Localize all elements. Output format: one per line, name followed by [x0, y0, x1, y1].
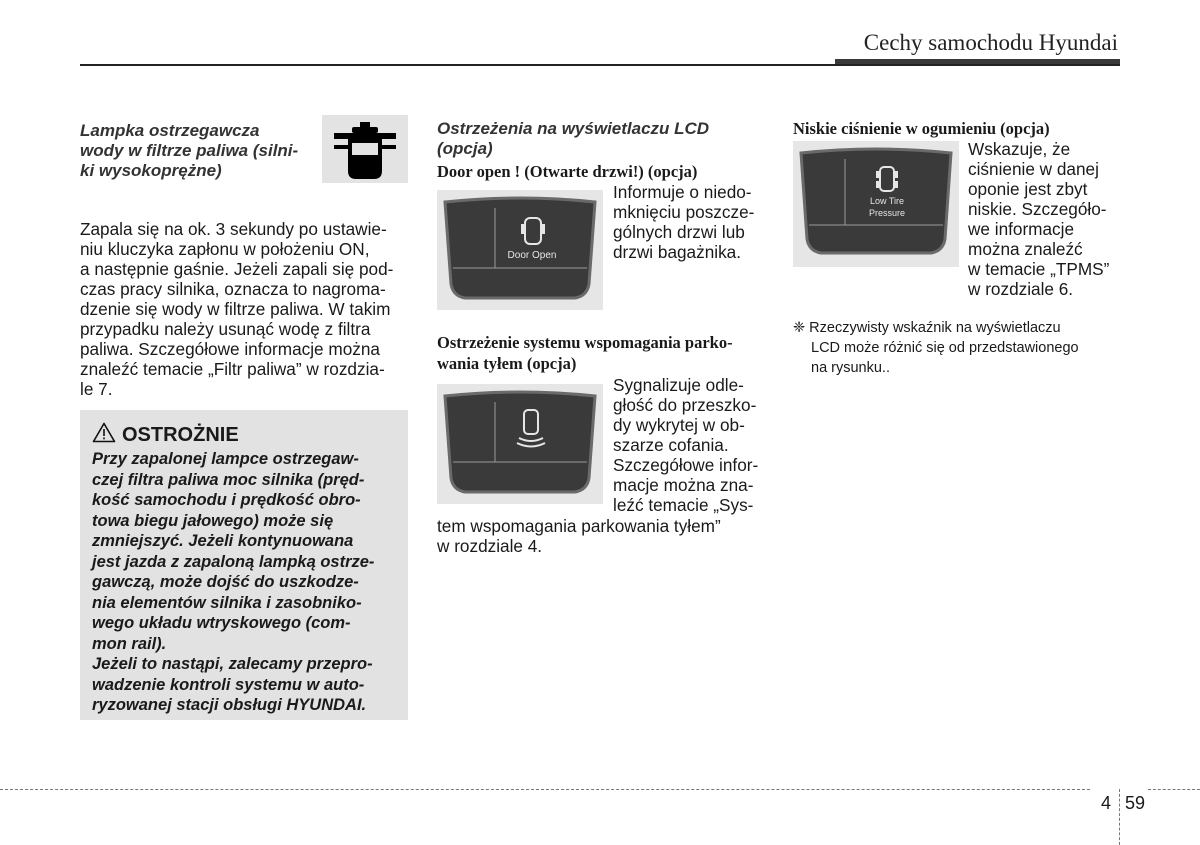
tpms-heading: Niskie ciśnienie w ogumieniu (opcja)	[793, 119, 1050, 138]
tpms-description: Wskazuje, że ciśnienie w danej oponie jest zbyt niskie. Szczegóło- we informacje można znaleźć w temacie „TPMS” w rozdziale 6.	[968, 139, 1110, 299]
lcd-disclaimer-note: ❈ Rzeczywisty wskaźnik na wyświetlaczu LCD może różnić się od przedstawionego na rysunku..	[793, 320, 1079, 376]
caution-text: Przy zapalonej lampce ostrzegaw- czej filtra paliwa moc silnika (pręd- kość samochodu i prędkość obro- towa biegu jałowego) może się zmniejszyć. Jeżeli kontynuowana jest jazda z zapaloną lampką ostrze- gawczą, może dojść do uszkodze- nia elementów silnika i zasobniko- wego układu wtryskowego (com- mon rail). Jeżeli to nastąpi, zalecamy przepro- wadzenie kontroli systemu w auto- ryzowanej stacji obsługi HYUNDAI.	[92, 450, 375, 714]
lcd-pressure-text: Pressure	[868, 208, 906, 218]
header-rule	[80, 64, 1120, 66]
footer-dashed-rule	[0, 789, 1090, 790]
parking-assist-description: Sygnalizuje odle- głość do przeszko- dy wykrytej w ob- szarze cofania. Szczegółowe infor- macje można zna- leźć temacie „Sys-	[613, 375, 759, 515]
section-number: 4	[1101, 793, 1112, 813]
tpms-lcd-image	[793, 141, 959, 267]
page-header-title: Cechy samochodu Hyundai	[863, 30, 1118, 55]
page-number: 59	[1125, 793, 1146, 813]
parking-assist-description-tail: tem wspomagania parkowania tyłem” w rozdziale 4.	[437, 516, 721, 556]
fuel-filter-water-icon	[322, 115, 408, 183]
warning-triangle-icon	[92, 422, 116, 449]
fuel-filter-warning-heading: Lampka ostrzegawcza wody w filtrze paliwa (silni- ki wysokoprężne)	[80, 121, 299, 180]
door-open-lcd-image	[437, 190, 603, 310]
door-open-description: Informuje o niedo- mknięciu poszcze- gólnych drzwi lub drzwi bagażnika.	[613, 182, 755, 262]
footer-dashed-rule-right	[1148, 789, 1200, 790]
footer-dashed-divider	[1119, 789, 1120, 845]
lcd-low-tire-text: Low Tire	[869, 196, 905, 206]
parking-assist-lcd-image	[437, 384, 603, 504]
caution-title: OSTROŻNIE	[92, 422, 239, 449]
fuel-filter-description: Zapala się na ok. 3 sekundy po ustawie- niu kluczyka zapłonu w położeniu ON, a następnie gaśnie. Jeżeli zapali się pod- czas pracy silnika, oznacza to nagroma- dzenie się wody w filtrze paliwa. W takim przypadku należy usunąć wodę z filtra paliwa. Szczegółowe informacje można znaleźć temacie „Filtr paliwa” w rozdzia- le 7.	[80, 219, 394, 399]
lcd-door-open-text: Door Open	[507, 250, 557, 261]
door-open-heading: Door open ! (Otwarte drzwi!) (opcja)	[437, 162, 698, 181]
parking-assist-heading: Ostrzeżenie systemu wspomagania parko- wania tyłem (opcja)	[437, 333, 733, 373]
lcd-warnings-heading: Ostrzeżenia na wyświetlaczu LCD (opcja)	[437, 119, 710, 158]
